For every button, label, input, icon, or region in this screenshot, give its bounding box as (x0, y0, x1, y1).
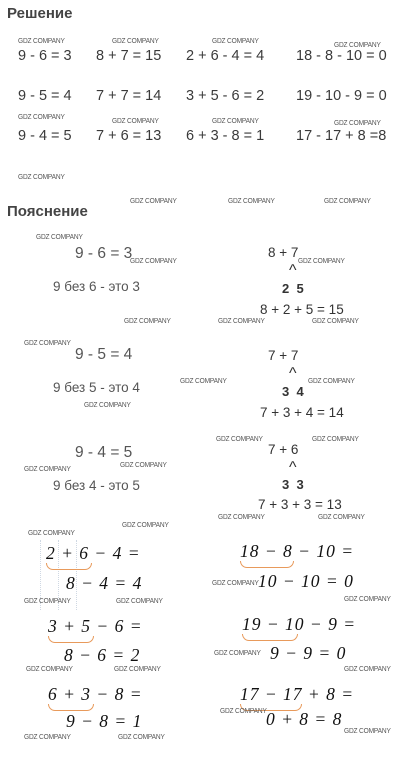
watermark: GDZ COMPANY (220, 706, 267, 715)
watermark: GDZ COMPANY (228, 196, 275, 205)
watermark: GDZ COMPANY (18, 172, 65, 181)
decomp-result: 7 + 3 + 4 = 14 (260, 405, 344, 420)
watermark: GDZ COMPANY (124, 316, 171, 325)
solution-eq: 17 - 17 + 8 =8 (296, 128, 387, 144)
watermark: GDZ COMPANY (334, 40, 381, 49)
decomp-result: 8 + 2 + 5 = 15 (260, 302, 344, 317)
handwritten-line: 3 + 5 − 6 = (48, 616, 143, 636)
watermark: GDZ COMPANY (120, 460, 167, 469)
decomp-digits: 3 3 (282, 477, 304, 492)
decomp-top: 8 + 7 (268, 245, 299, 260)
explanation-heading: Пояснение (7, 203, 88, 220)
explanation-text: 9 без 6 - это 3 (53, 279, 140, 294)
group-brace (48, 704, 94, 711)
watermark: GDZ COMPANY (112, 36, 159, 45)
watermark: GDZ COMPANY (112, 116, 159, 125)
watermark: GDZ COMPANY (298, 256, 345, 265)
group-brace (240, 561, 294, 568)
watermark: GDZ COMPANY (26, 664, 73, 673)
watermark: GDZ COMPANY (24, 338, 71, 347)
group-brace (48, 636, 94, 643)
solution-eq: 8 + 7 = 15 (96, 48, 162, 64)
handwritten-line: 10 − 10 = 0 (258, 571, 354, 591)
watermark: GDZ COMPANY (344, 594, 391, 603)
decomp-top: 7 + 7 (268, 348, 299, 363)
watermark: GDZ COMPANY (130, 256, 177, 265)
watermark: GDZ COMPANY (324, 196, 371, 205)
handwritten-line: 6 + 3 − 8 = (48, 684, 143, 704)
watermark: GDZ COMPANY (312, 316, 359, 325)
solution-eq: 6 + 3 - 8 = 1 (186, 128, 265, 144)
watermark: GDZ COMPANY (212, 578, 259, 587)
handwritten-line: 2 + 6 − 4 = (46, 543, 141, 563)
caret-symbol: ^ (289, 262, 297, 279)
watermark: GDZ COMPANY (118, 732, 165, 741)
watermark: GDZ COMPANY (308, 376, 355, 385)
explanation-eq: 9 - 6 = 3 (75, 245, 133, 262)
watermark: GDZ COMPANY (318, 512, 365, 521)
handwritten-line: 0 + 8 = 8 (266, 709, 343, 729)
watermark: GDZ COMPANY (334, 118, 381, 127)
watermark: GDZ COMPANY (216, 434, 263, 443)
group-brace (242, 634, 298, 641)
explanation-eq: 9 - 4 = 5 (75, 444, 133, 461)
watermark: GDZ COMPANY (212, 36, 259, 45)
watermark: GDZ COMPANY (84, 400, 131, 409)
watermark: GDZ COMPANY (180, 376, 227, 385)
watermark: GDZ COMPANY (122, 520, 169, 529)
watermark: GDZ COMPANY (312, 434, 359, 443)
solution-eq: 9 - 4 = 5 (18, 128, 72, 144)
watermark: GDZ COMPANY (24, 732, 71, 741)
watermark: GDZ COMPANY (36, 232, 83, 241)
watermark: GDZ COMPANY (28, 528, 75, 537)
watermark: GDZ COMPANY (212, 116, 259, 125)
watermark: GDZ COMPANY (116, 596, 163, 605)
solution-eq: 7 + 7 = 14 (96, 88, 162, 104)
watermark: GDZ COMPANY (24, 464, 71, 473)
watermark: GDZ COMPANY (24, 596, 71, 605)
watermark: GDZ COMPANY (114, 664, 161, 673)
watermark: GDZ COMPANY (218, 512, 265, 521)
group-brace (46, 563, 92, 570)
solution-heading: Решение (7, 5, 73, 22)
solution-eq: 18 - 8 - 10 = 0 (296, 48, 387, 64)
explanation-text: 9 без 4 - это 5 (53, 478, 140, 493)
solution-eq: 7 + 6 = 13 (96, 128, 162, 144)
handwritten-line: 19 − 10 − 9 = (242, 614, 357, 634)
solution-eq: 9 - 6 = 3 (18, 48, 72, 64)
watermark: GDZ COMPANY (18, 36, 65, 45)
watermark: GDZ COMPANY (214, 648, 261, 657)
watermark: GDZ COMPANY (18, 112, 65, 121)
watermark: GDZ COMPANY (218, 316, 265, 325)
handwritten-line: 9 − 8 = 1 (66, 711, 143, 731)
handwritten-line: 8 − 6 = 2 (64, 645, 141, 665)
solution-eq: 9 - 5 = 4 (18, 88, 72, 104)
watermark: GDZ COMPANY (344, 664, 391, 673)
explanation-text: 9 без 5 - это 4 (53, 380, 140, 395)
watermark: GDZ COMPANY (130, 196, 177, 205)
caret-symbol: ^ (289, 459, 297, 476)
solution-eq: 2 + 6 - 4 = 4 (186, 48, 265, 64)
solution-eq: 19 - 10 - 9 = 0 (296, 88, 387, 104)
solution-eq: 3 + 5 - 6 = 2 (186, 88, 265, 104)
handwritten-line: 8 − 4 = 4 (66, 573, 143, 593)
decomp-digits: 3 4 (282, 384, 304, 399)
handwritten-line: 17 − 17 + 8 = (240, 684, 355, 704)
decomp-top: 7 + 6 (268, 442, 299, 457)
watermark: GDZ COMPANY (344, 726, 391, 735)
caret-symbol: ^ (289, 365, 297, 382)
explanation-eq: 9 - 5 = 4 (75, 346, 133, 363)
decomp-result: 7 + 3 + 3 = 13 (258, 497, 342, 512)
handwritten-line: 18 − 8 − 10 = (240, 541, 355, 561)
handwritten-line: 9 − 9 = 0 (270, 643, 347, 663)
decomp-digits: 2 5 (282, 281, 304, 296)
